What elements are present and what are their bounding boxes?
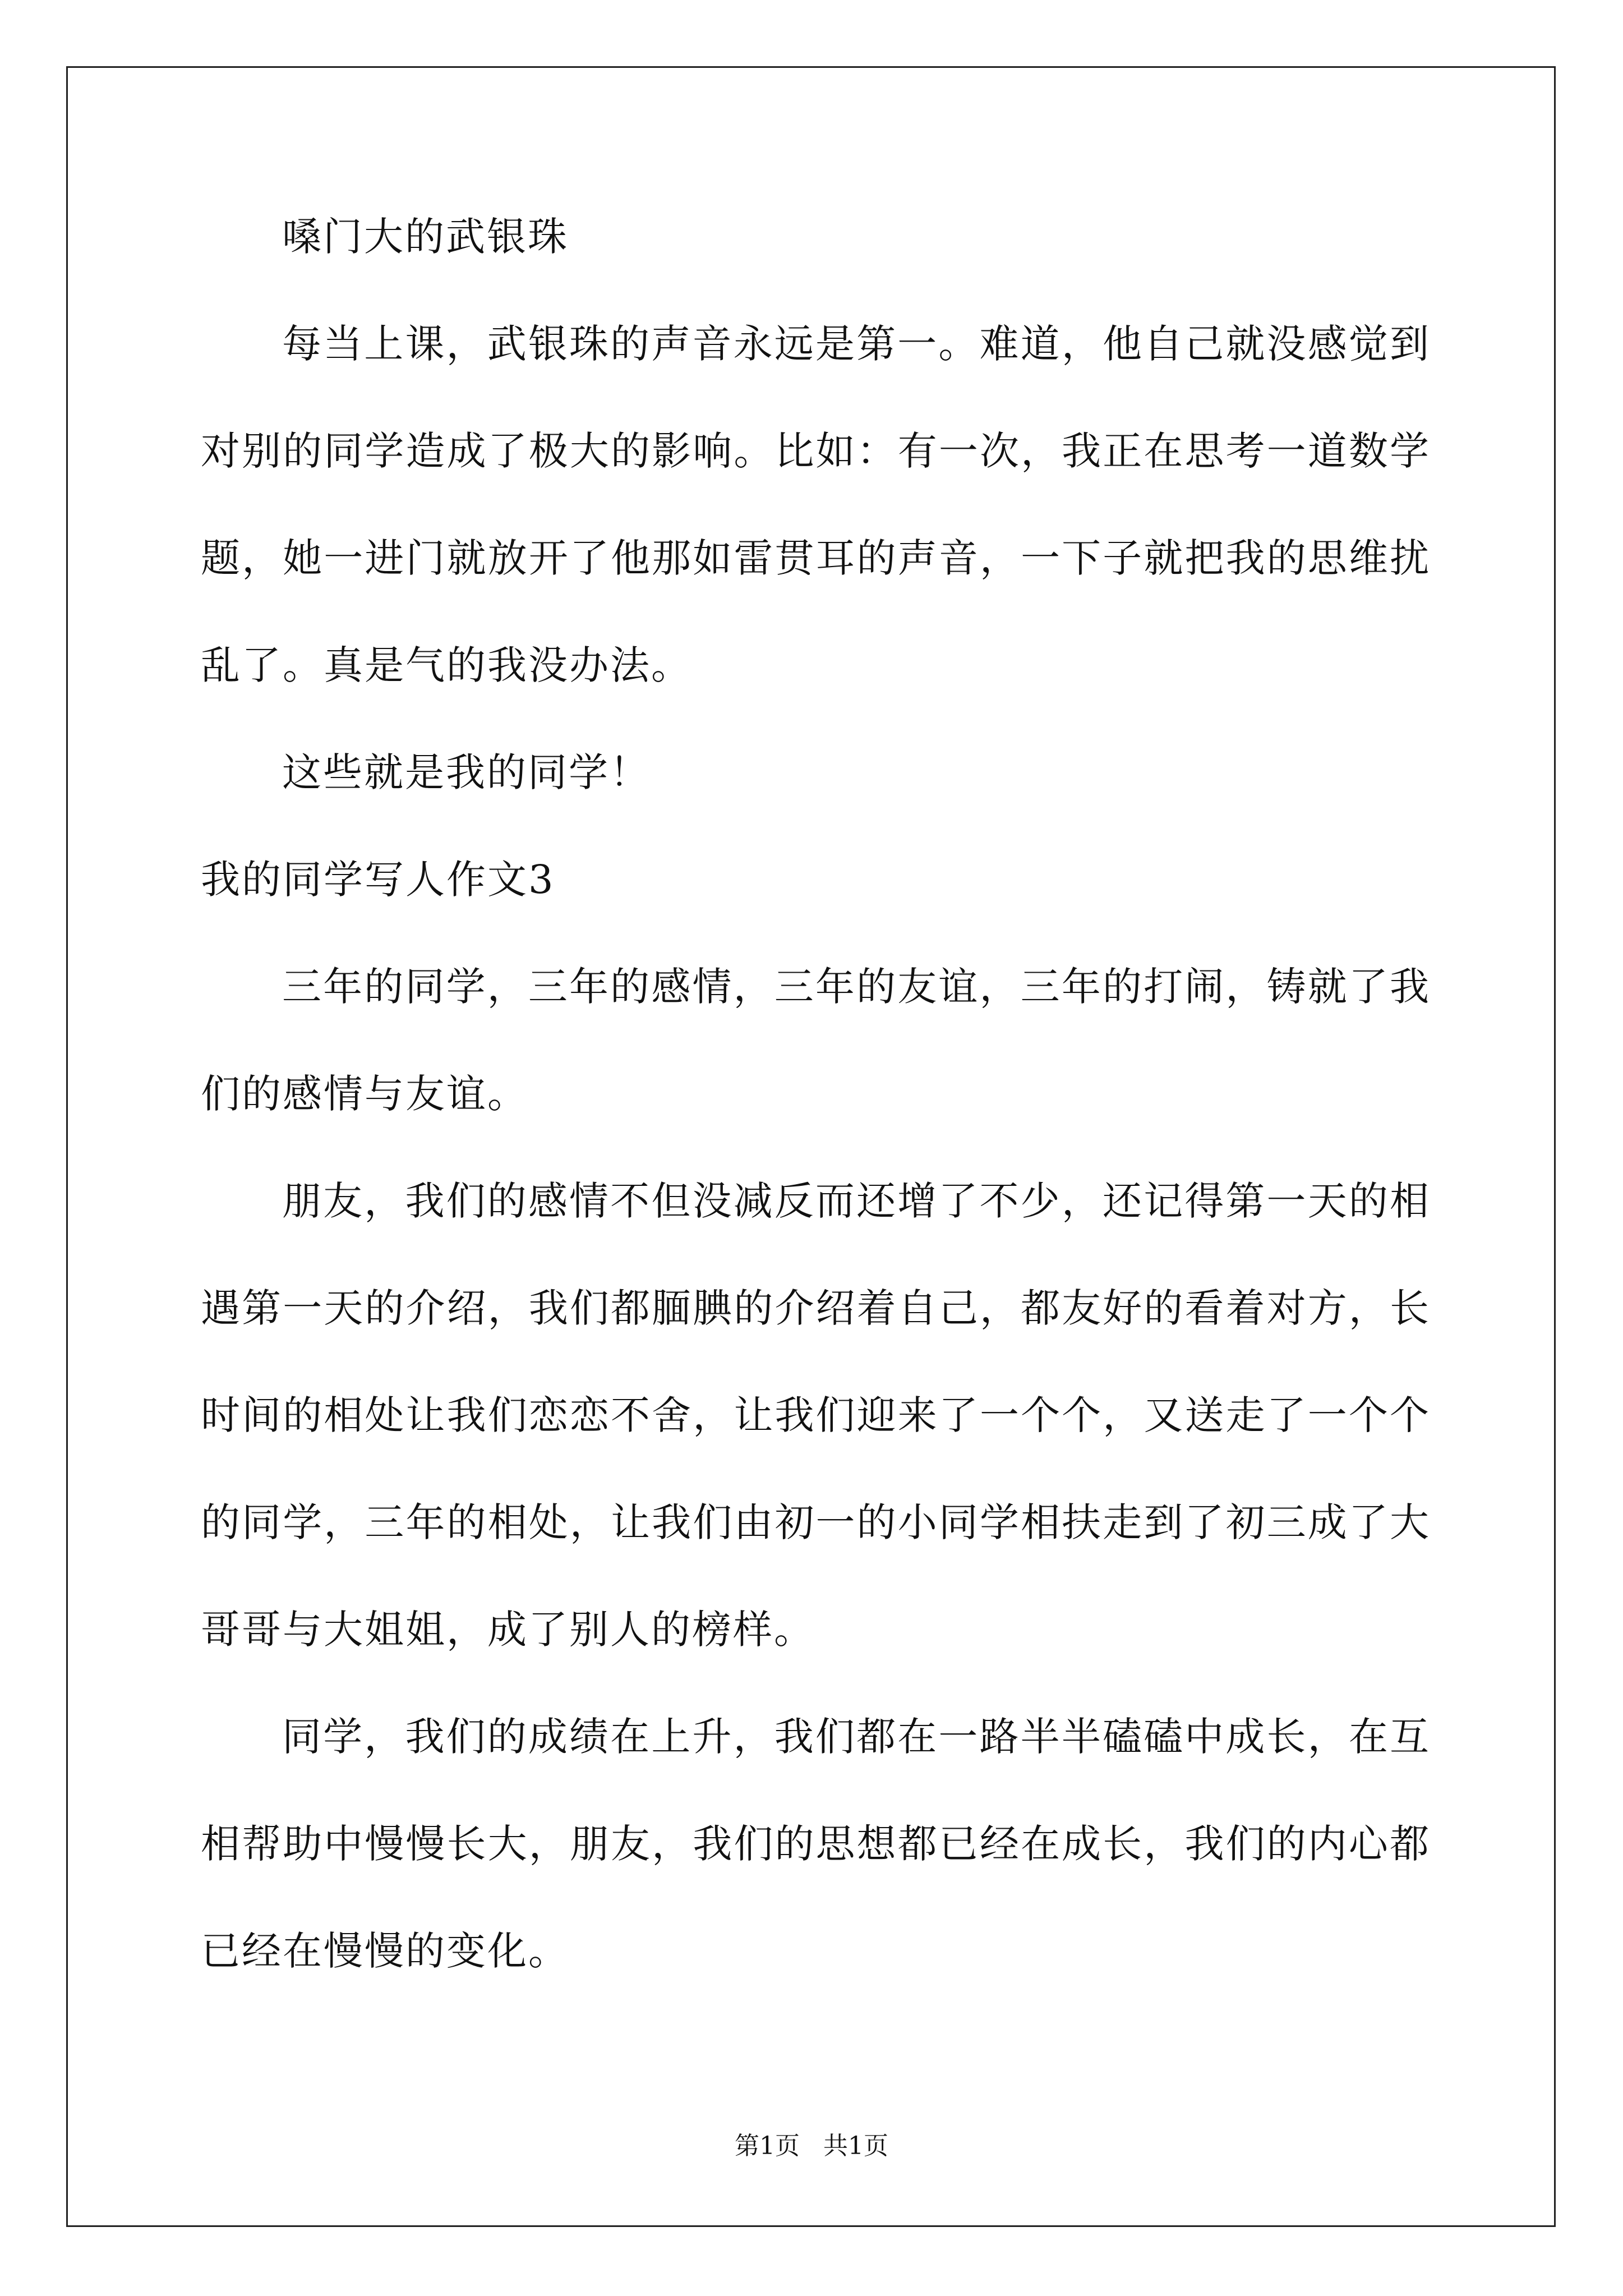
page-total: 共1页 [823, 2132, 888, 2160]
page-footer [0, 2131, 1623, 2162]
paragraph-line: 相帮助中慢慢长大，朋友，我们的思想都已经在成长，我们的内心都 [201, 1821, 1429, 1867]
page-current: 第1页 [735, 2132, 800, 2160]
paragraph-line: 题，她一进门就放开了他那如雷贯耳的声音，一下子就把我的思维扰 [201, 535, 1429, 581]
page-border [66, 66, 1556, 2227]
paragraph-line: 遇第一天的介绍，我们都腼腆的介绍着自己，都友好的看着对方，长 [201, 1285, 1429, 1331]
paragraph-line: 的同学，三年的相处，让我们由初一的小同学相扶走到了初三成了大 [201, 1499, 1429, 1545]
section-title: 我的同学写人作文3 [201, 857, 555, 903]
paragraph-line: 朋友，我们的感情不但没减反而还增了不少，还记得第一天的相 [282, 1178, 1429, 1224]
paragraph-line: 哥哥与大姐姐，成了别人的榜样。 [201, 1607, 815, 1653]
paragraph-line: 们的感情与友谊。 [201, 1071, 528, 1117]
paragraph-line: 对别的同学造成了极大的影响。比如：有一次，我正在思考一道数学 [201, 428, 1429, 474]
paragraph-line: 同学，我们的成绩在上升，我们都在一路半半磕磕中成长，在互 [282, 1714, 1429, 1760]
paragraph-line: 每当上课，武银珠的声音永远是第一。难道，他自己就没感觉到 [282, 321, 1429, 367]
paragraph-line: 时间的相处让我们恋恋不舍，让我们迎来了一个个，又送走了一个个 [201, 1392, 1429, 1438]
paragraph-line: 乱了。真是气的我没办法。 [201, 642, 692, 688]
paragraph-line: 已经在慢慢的变化。 [201, 1928, 569, 1974]
paragraph-heading-line: 嗓门大的武银珠 [282, 214, 569, 260]
paragraph-line: 三年的同学，三年的感情，三年的友谊，三年的打闹，铸就了我 [282, 964, 1429, 1010]
paragraph-line: 这些就是我的同学！ [282, 749, 651, 795]
